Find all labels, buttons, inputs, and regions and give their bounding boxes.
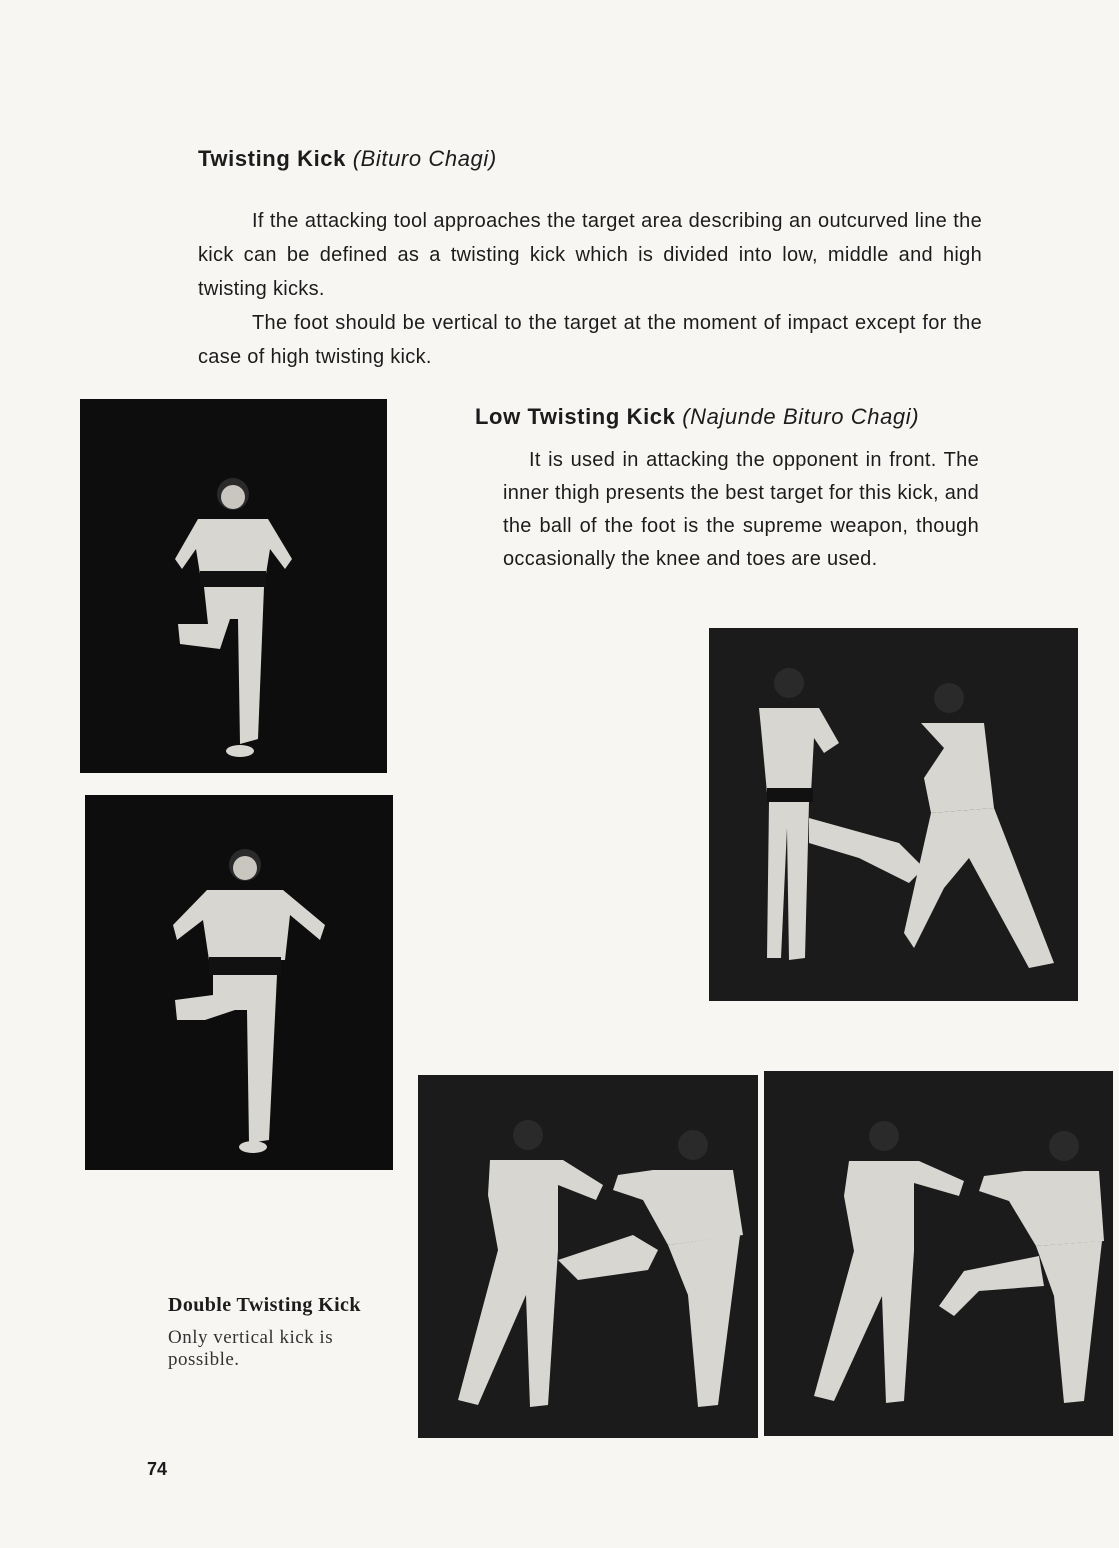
photo-low-twisting-kick	[709, 628, 1078, 1001]
subsection-heading	[475, 404, 919, 430]
intro-paragraph-2: The foot should be vertical to the target at the moment of impact except for the case of high twisting kick.	[198, 312, 982, 368]
photo-stance-2	[85, 795, 393, 1170]
photo-stance-1	[80, 399, 387, 773]
section-heading	[198, 146, 497, 172]
subsection-text	[503, 444, 979, 576]
figure-photo-3	[709, 628, 1078, 1001]
page-number: 74	[147, 1459, 168, 1479]
photo-caption	[168, 1294, 408, 1371]
figure-photo-5	[764, 1071, 1113, 1436]
figure-photo-2	[85, 795, 393, 1170]
subsection-subtitle: (Najunde Bituro Chagi)	[682, 404, 920, 429]
section-subtitle: (Bituro Chagi)	[352, 146, 497, 171]
subsection-title: Low Twisting Kick	[475, 404, 676, 429]
figure-photo-1	[80, 399, 387, 773]
photo-double-twisting-kick-2	[764, 1071, 1113, 1436]
caption-title: Double Twisting Kick	[168, 1294, 361, 1316]
caption-text: Only vertical kick is possible.	[168, 1327, 334, 1370]
section-title: Twisting Kick	[198, 146, 346, 171]
figure-photo-4	[418, 1075, 758, 1438]
intro-paragraph-1: If the attacking tool approaches the target area describing an outcurved line the kick can be defined as a twisting kick which is divided into low, middle and high twisting kicks.	[198, 210, 982, 300]
intro-text	[198, 204, 982, 374]
subsection-paragraph: It is used in attacking the opponent in front. The inner thigh presents the best target for this kick, and the ball of the foot is the supreme weapon, though occasionally the knee and toes are used.	[503, 449, 979, 570]
photo-double-twisting-kick-1	[418, 1075, 758, 1438]
